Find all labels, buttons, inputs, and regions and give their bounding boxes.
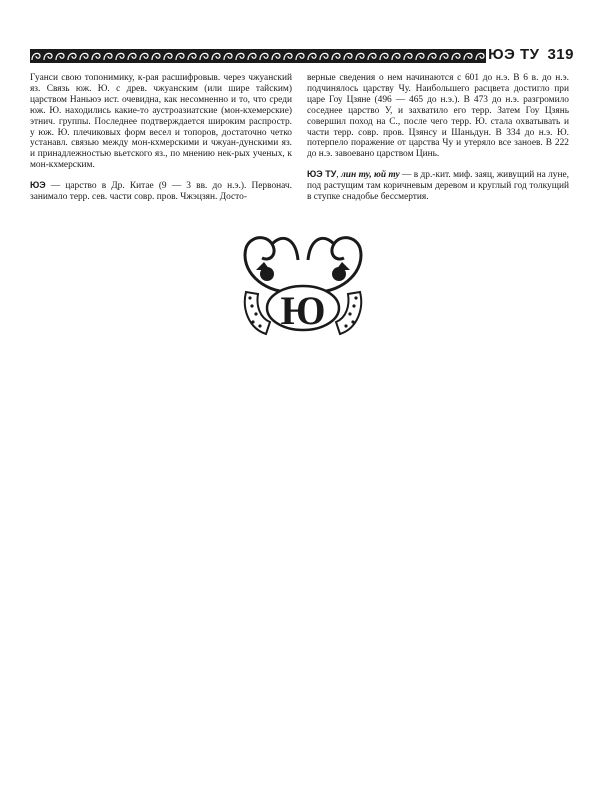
running-head [488,46,574,63]
letter-yu-ornamental-emblem [232,230,374,350]
entry-headword: ЮЭ ТУ [307,169,337,180]
entry-variant-names: лин ту, юй ту [341,170,400,181]
entry-yue-kingdom [30,180,292,203]
page-number: 319 [547,46,574,63]
left-paragraph-continued: Гуанси свою топонимику, к-рая расшифровыв. через чжуанский яз. Связь юж. Ю. с древ. чжуанским (или шире тайским) царством Наньюэ ист. очевидна, как несомненно и то, что среди юж. Ю. находились какие-то аустроазиатские (мон-кхемерские) этнич. группы. Последнее подтверждается широким распростр. у юж. Ю. плечиковых форм весел и топоров, достаточно четко устанавл. связью между мон-кхмерскими и чжуан-дунскими яз. и принадлежностью вьетского яз., по мнению нек-рых ученых, к мон-кхмерским. [30,73,292,171]
emblem-letter: Ю [280,288,326,333]
page-header [30,48,574,64]
right-column [307,73,569,212]
left-column [30,73,292,212]
entry-text: — царство в Др. Китае (9 — 3 вв. до н.э.). Первонач. занимало терр. сев. части совр. пров. Чжэцзян. Досто- [30,181,292,203]
right-paragraph-continued: верные сведения о нем начинаются с 601 до н.э. В 6 в. до н.э. подчинялось царству Чу. Наибольшего расцвета достигло при царе Гоу Цзяне (496 — 465 до н.э.). В 473 до н.э. разгромило соседнее царство У, и захватило его терр. Затем Гоу Цзянь совершил поход на С., после чего терр. Ю. стала охватывать и части терр. совр. пров. Цзянсу и Шаньдун. В 334 до н.э. Ю. потерпело поражение от царства Чу и утеряло все заноев. В 222 до н.э. завоевано царством Цинь. [307,73,569,160]
entry-text: — в др.-кит. миф. заяц, живущий на луне, под растущим там коричневым деревом и круглый год толкущий в ступке снадобье бессмертия. [307,170,570,203]
meander-border-ornament [30,49,486,63]
entry-headword: ЮЭ [30,180,46,191]
entry-yue-tu: ЮЭ ТУ, лин ту, юй ту — в др.-кит. миф. заяц, живущий на луне, под растущим там коричневым деревом и круглый год толкущий в ступке снадобье бессмертия. [307,169,570,203]
running-head-title: ЮЭ ТУ [488,46,540,63]
